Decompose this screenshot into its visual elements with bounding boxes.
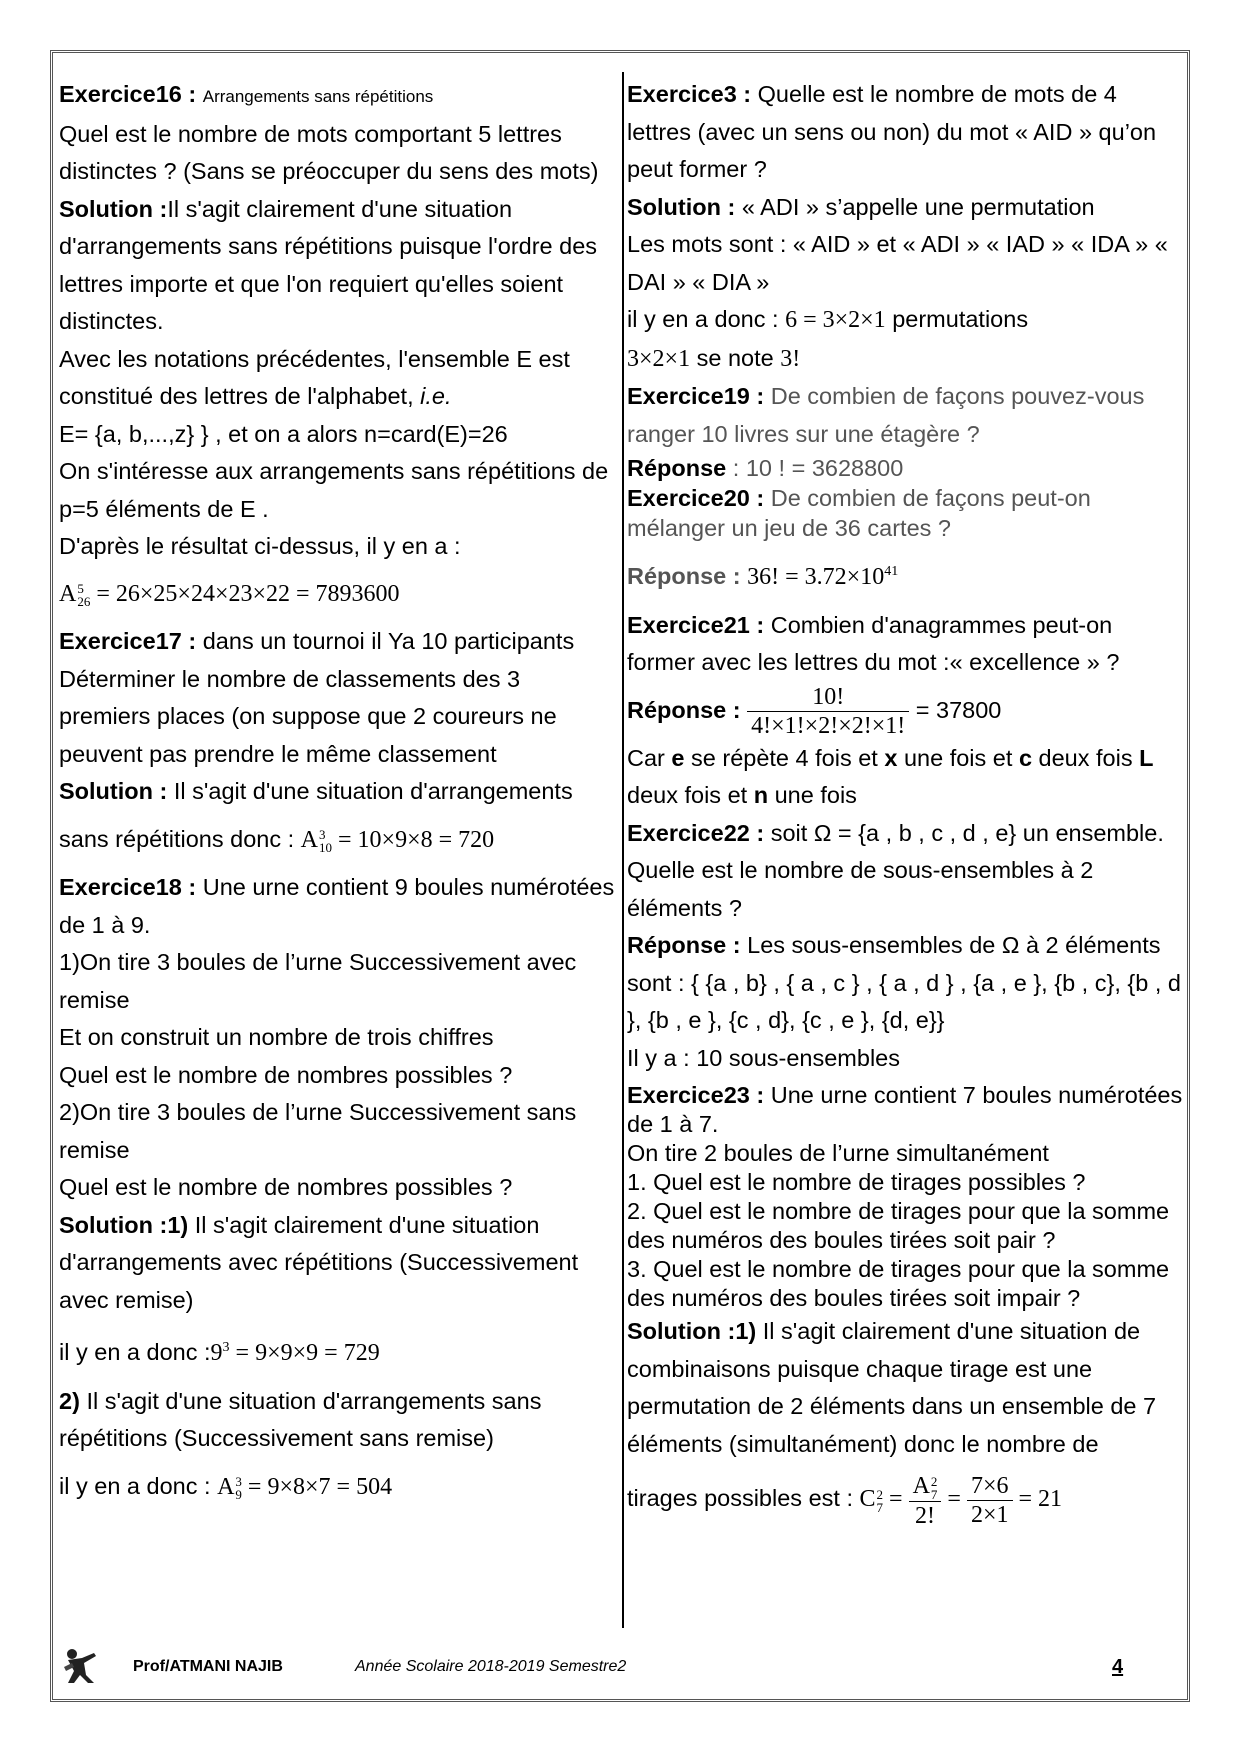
ex19-answer bbox=[627, 453, 1183, 483]
letter-c: c bbox=[1018, 744, 1033, 771]
ex23-q3: 2. Quel est le nombre de tirages pour que la somme des numéros des boules tirées soit pair ? bbox=[627, 1198, 1170, 1254]
footer-school-year: Année Scolaire 2018-2019 Semestre2 bbox=[355, 1658, 627, 1675]
ex3-question-text: Quelle est le nombre de mots de 4 lettres (avec un sens ou non) du mot « AID » qu’on peut former ? bbox=[627, 81, 1157, 182]
ex18-result2-text: il y en a donc : bbox=[59, 1472, 211, 1499]
ex21-text-4: deux fois bbox=[1032, 744, 1140, 771]
ex16-ie: i.e. bbox=[420, 383, 452, 409]
ex20-answer-value: 36! = 3.72×10 bbox=[747, 564, 885, 590]
ex3-solution bbox=[627, 189, 1183, 227]
ex16-title: Exercice16 : bbox=[59, 81, 197, 107]
ex17-title: Exercice17 : bbox=[59, 628, 197, 654]
ex23-result bbox=[627, 1463, 1183, 1534]
ex21-title: Exercice21 : bbox=[627, 611, 765, 638]
ex20-question bbox=[627, 483, 1183, 543]
ex23-q4: 3. Quel est le nombre de tirages pour que la somme des numéros des boules tirées soit impair ? bbox=[627, 1256, 1170, 1312]
ex18-result1: il y en a donc $:9^3 = 9\times 9\times 9 = 729$ bbox=[59, 1339, 380, 1366]
ex17-solution-text: Il s'agit d'une situation d'arrangements bbox=[173, 778, 573, 804]
ex16-set: E= {a, b,...,z} } , et on a alors n=card(E)=26 bbox=[59, 420, 508, 447]
ex18-result2: il y en a donc : A 3 9 = 9×8×7 = 504 bbox=[59, 1472, 393, 1502]
ex22-title: Exercice22 : bbox=[627, 819, 765, 846]
ex21-answer bbox=[627, 682, 1183, 740]
column-divider bbox=[622, 72, 624, 1628]
ex20-exponent: 41 bbox=[884, 564, 899, 579]
ex18-question bbox=[59, 869, 615, 944]
ex3-count bbox=[627, 301, 1183, 340]
ex21-text-6: une fois bbox=[768, 782, 857, 809]
ex3-solution-text: « ADI » s’appelle une permutation bbox=[741, 193, 1095, 220]
ex21-text-3: une fois et bbox=[897, 744, 1019, 771]
ex19-title: Exercice19 : bbox=[627, 383, 765, 409]
ex16-subtitle: Arrangements sans répétitions bbox=[202, 87, 434, 106]
ex23-denominator-1: 2! bbox=[915, 1502, 935, 1529]
ex23-intro: Une urne contient 7 boules numérotées de 1 à 7. bbox=[627, 1082, 1183, 1138]
ex16-solution bbox=[59, 191, 615, 341]
ex18-solution2 bbox=[59, 1383, 615, 1458]
ex19-answer-label: Réponse bbox=[627, 455, 727, 481]
ex23-numerator-2: 7×6 bbox=[967, 1472, 1013, 1501]
footer-author: Prof/ATMANI NAJIB bbox=[133, 1658, 283, 1675]
ex20-answer-formula bbox=[747, 564, 898, 590]
ex17-result: sans répétitions donc : A 3 10 = 10×9×8 = 720 bbox=[59, 825, 495, 855]
ex18-q5: Quel est le nombre de nombres possibles ? bbox=[59, 1174, 513, 1200]
ex20-answer bbox=[627, 553, 1183, 597]
ex23-numerator-1: A bbox=[912, 1473, 930, 1500]
ex18-indices: 3 9 bbox=[235, 1473, 242, 1502]
letter-l: L bbox=[1139, 744, 1154, 771]
solution-label: Solution : bbox=[59, 778, 168, 804]
ex18-q3: Quel est le nombre de nombres possibles ? bbox=[59, 1061, 513, 1088]
ex18-solution1 bbox=[59, 1207, 615, 1320]
ex21-text-5: deux fois et bbox=[627, 782, 754, 809]
ex21-fraction bbox=[747, 683, 909, 740]
ex3-question bbox=[627, 76, 1183, 189]
left-column bbox=[59, 76, 615, 1506]
ex21-denominator: 4!×1!×2!×2!×1! bbox=[751, 712, 906, 739]
ex18-title: Exercice18 : bbox=[59, 874, 197, 900]
ex18-solution2-text: Il s'agit d'une situation d'arrangements sans répétitions (Successivement sans remise) bbox=[59, 1387, 542, 1451]
ex23-q2: 1. Quel est le nombre de tirages possibles ? bbox=[627, 1169, 1086, 1196]
ex16-formula-value: = 26×25×24×23×22 = 7893600 bbox=[96, 580, 400, 607]
ex23-solution bbox=[627, 1313, 1183, 1463]
ex18-solution-label: Solution :1) bbox=[59, 1211, 189, 1238]
ex23-result-text: tirages possibles est : bbox=[627, 1485, 853, 1512]
ex3-note-formula: 3×2×1 bbox=[627, 345, 691, 372]
ex21-numerator: 10! bbox=[747, 683, 909, 712]
ex3-title: Exercice3 : bbox=[627, 81, 752, 107]
ex23-formula: C 2 7 = A 2 7 2! = $\frac{7\times 6}{2\times 1}$ = 21 bbox=[859, 1473, 1063, 1529]
letter-x: x bbox=[884, 744, 898, 771]
letter-e: e bbox=[671, 744, 685, 771]
ex18-solution2-label: 2) bbox=[59, 1387, 80, 1414]
ex22-question-text: soit Ω = {a , b , c , d , e} un ensemble. Quelle est le nombre de sous-ensembles à 2 éléments ? bbox=[627, 819, 1164, 921]
ex21-question-text: Combien d'anagrammes peut-on former avec les lettres du mot :« excellence » ? bbox=[627, 611, 1120, 675]
ex17-result-text: sans répétitions donc : bbox=[59, 825, 295, 852]
ex22-question bbox=[627, 815, 1183, 928]
ex18-q4: 2)On tire 3 boules de l’urne Successivement sans remise bbox=[59, 1099, 577, 1163]
ex16-formula: A 5 26 = 26×25×24×23×22 = 7893600 bbox=[59, 580, 400, 609]
ex22-answer-text: Les sous-ensembles de Ω à 2 éléments sont : { {a , b} , { a , c } , { a , d } , {a , e }, {b , c}, {b , d }, {b , e }, {c , d}, {c , e }, {d, e}} bbox=[627, 932, 1181, 1034]
ex3-note-factorial: 3! bbox=[780, 345, 801, 372]
ex21-question bbox=[627, 607, 1183, 682]
ex19-question bbox=[627, 378, 1183, 453]
ex18-result2-formula: = 9×8×7 = 504 bbox=[247, 1473, 393, 1500]
ex3-count-text: il y en a donc : bbox=[627, 306, 779, 332]
ex18-result1-text: il y en a donc : bbox=[59, 1339, 211, 1365]
ex21-answer-label: Réponse : bbox=[627, 696, 741, 723]
ex16-interest: On s'intéresse aux arrangements sans répétitions de p=5 éléments de E . bbox=[59, 458, 609, 522]
ex3-count-formula: 6 = 3×2×1 bbox=[785, 307, 886, 333]
ex23-question bbox=[627, 1081, 1183, 1139]
ex16-notation-text: Avec les notations précédentes, l'ensemble E est constitué des lettres de l'alphabet, bbox=[59, 345, 570, 409]
ex18-intro: Une urne contient 9 boules numérotées de 1 à 9. bbox=[59, 874, 615, 938]
ex17-question-text: dans un tournoi il Ya 10 participants Déterminer le nombre de classements des 3 premiers places (on suppose que 2 coureurs ne peuvent pas prendre le même classement bbox=[59, 628, 575, 767]
ex23-denominator-2: 2×1 bbox=[970, 1502, 1009, 1529]
ex17-solution bbox=[59, 773, 615, 811]
ex17-indices: 3 10 bbox=[319, 826, 333, 855]
ex16-notation bbox=[59, 341, 615, 416]
right-column bbox=[627, 76, 1183, 1534]
ex17-formula-value: = 10×9×8 = 720 bbox=[338, 826, 495, 853]
ex22-answer-label: Réponse : bbox=[627, 932, 741, 959]
letter-n: n bbox=[753, 782, 769, 809]
solution-label: Solution : bbox=[59, 195, 168, 222]
ex23-result-value: = 21 bbox=[1018, 1486, 1063, 1513]
ex20-answer-label: Réponse : bbox=[627, 563, 741, 589]
ex20-question-text: De combien de façons peut-on mélanger un jeu de 36 cartes ? bbox=[627, 485, 1091, 541]
ex23-solution-text: Il s'agit clairement d'une situation de combinaisons puisque chaque tirage est une permutation de 2 éléments dans un ensemble de 7 éléments (simultanément) donc le nombre de bbox=[627, 1318, 1157, 1457]
ex19-answer-text: : 10 ! = 3628800 bbox=[732, 455, 904, 481]
ex17-question bbox=[59, 623, 615, 773]
ex21-explanation bbox=[627, 740, 1183, 815]
ex16-indices: 5 26 bbox=[77, 580, 91, 609]
ex22-answer bbox=[627, 927, 1183, 1040]
ex3-count-suffix: permutations bbox=[892, 306, 1029, 332]
ex19-question-text: De combien de façons pouvez-vous ranger 10 livres sur une étagère ? bbox=[627, 383, 1145, 447]
ex20-title: Exercice20 : bbox=[627, 485, 765, 511]
ex18-q2: Et on construit un nombre de trois chiffres bbox=[59, 1024, 494, 1050]
ex16-heading bbox=[59, 76, 615, 116]
ex21-result: = 37800 bbox=[915, 696, 1002, 723]
ex16-solution-text: Il s'agit clairement d'une situation d'arrangements sans répétitions puisque l'ordre des lettres importe et que l'on requiert qu'elles soient distinctes. bbox=[59, 195, 598, 334]
ex18-result1-formula: = 9×9×9 = 729 bbox=[235, 1340, 380, 1366]
ex18-solution1-text: Il s'agit clairement d'une situation d'arrangements avec répétitions (Successivement avec remise) bbox=[59, 1211, 579, 1313]
ex23-solution-label: Solution :1) bbox=[627, 1318, 757, 1345]
ex21-text-2: se répète 4 fois et bbox=[684, 744, 885, 771]
ex21-text-1: Car bbox=[627, 744, 672, 771]
ex23-q1: On tire 2 boules de l’urne simultanément bbox=[627, 1140, 1049, 1167]
ex23-title: Exercice23 : bbox=[627, 1082, 765, 1109]
ex3-solution-label: Solution : bbox=[627, 193, 736, 220]
ex22-count: Il y a : 10 sous-ensembles bbox=[627, 1044, 900, 1071]
author-logo-icon bbox=[60, 1645, 102, 1685]
ex16-question: Quel est le nombre de mots comportant 5 lettres distinctes ? (Sans se préoccuper du sens des mots) bbox=[59, 120, 599, 184]
ex3-note-text: se note bbox=[696, 344, 774, 371]
ex3-words: Les mots sont : « AID » et « ADI » « IAD » « IDA » « DAI » « DIA » bbox=[627, 231, 1168, 295]
ex18-q1: 1)On tire 3 boules de l’urne Successivement avec remise bbox=[59, 949, 577, 1013]
page-number: 4 bbox=[1112, 1656, 1124, 1678]
ex16-result-intro: D'après le résultat ci-dessus, il y en a : bbox=[59, 533, 461, 559]
ex3-note bbox=[627, 340, 1183, 379]
